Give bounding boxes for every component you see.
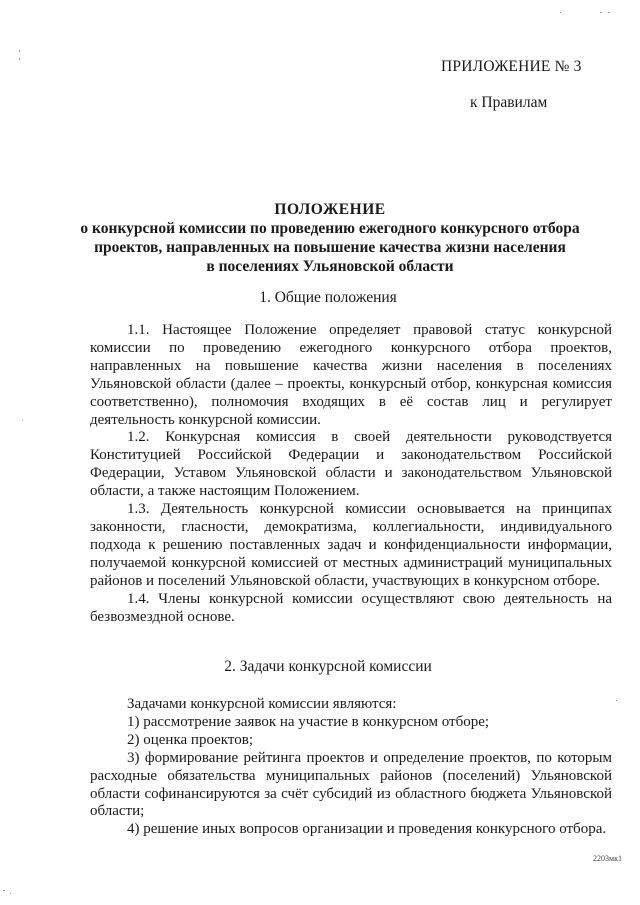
document-code: 2203мк1 (593, 854, 622, 863)
section-heading-tasks: 2. Задачи конкурсной комиссии (224, 658, 432, 675)
section-tasks-body (90, 696, 612, 839)
annex-label: ПРИЛОЖЕНИЕ № 3 (441, 58, 582, 75)
section-heading-general: 1. Общие положения (259, 289, 397, 306)
list-item: 1) рассмотрение заявок на участие в конкурсном отборе; (127, 713, 490, 730)
paragraph: 1.1. Настоящее Положение определяет правовой статус конкурсной комиссии по проведению ежегодного конкурсного отбора проектов, направленных на повышение качества жизни населения в поселениях Ульяновской области (далее – проекты, конкурсный отбор, конкурсная комиссия соответственно), полномочия входящих в её состав лиц и регулирует деятельность конкурсной комиссии. (90, 322, 612, 428)
document-subtitle-line: проектов, направленных на повышение качества жизни населения (94, 239, 566, 256)
list-item: 4) решение иных вопросов организации и проведения конкурсного отбора. (127, 821, 607, 838)
paragraph: 1.3. Деятельность конкурсной комиссии основывается на принципах законности, гласности, демократизма, коллегиальности, индивидуального подхода к решению поставленных задач и конфиденциальности информации, получаемой конкурсной комиссией от местных администраций муниципальных районов и поселений Ульяновской области, участвующих в конкурсном отборе. (90, 501, 612, 589)
tasks-intro: Задачами конкурсной комиссии являются: (127, 696, 397, 712)
document-subtitle-line: о конкурсной комиссии по проведению ежегодного конкурсного отбора (80, 220, 580, 237)
list-item: 2) оценка проектов; (127, 731, 253, 748)
document-title: ПОЛОЖЕНИЕ (274, 201, 386, 218)
paragraph: 1.2. Конкурсная комиссия в своей деятельности руководствуется Конституцией Российской Федерации и законодательством Российской Федерации, Уставом Ульяновской области и законодательством Ульяновской области, а также настоящим Положением. (90, 429, 612, 500)
rules-reference: к Правилам (470, 94, 548, 111)
section-general-body (90, 322, 612, 626)
list-item: 3) формирование рейтинга проектов и определение проектов, по которым расходные обязательства муниципальных районов (поселений) Ульяновской области софинансируются за счёт субсидий из областного бюджета Ульяновской области; (90, 749, 612, 820)
document-subtitle-line: в поселениях Ульяновской области (206, 258, 454, 275)
paragraph: 1.4. Члены конкурсной комиссии осуществляют свою деятельность на безвозмездной основе. (90, 590, 612, 625)
